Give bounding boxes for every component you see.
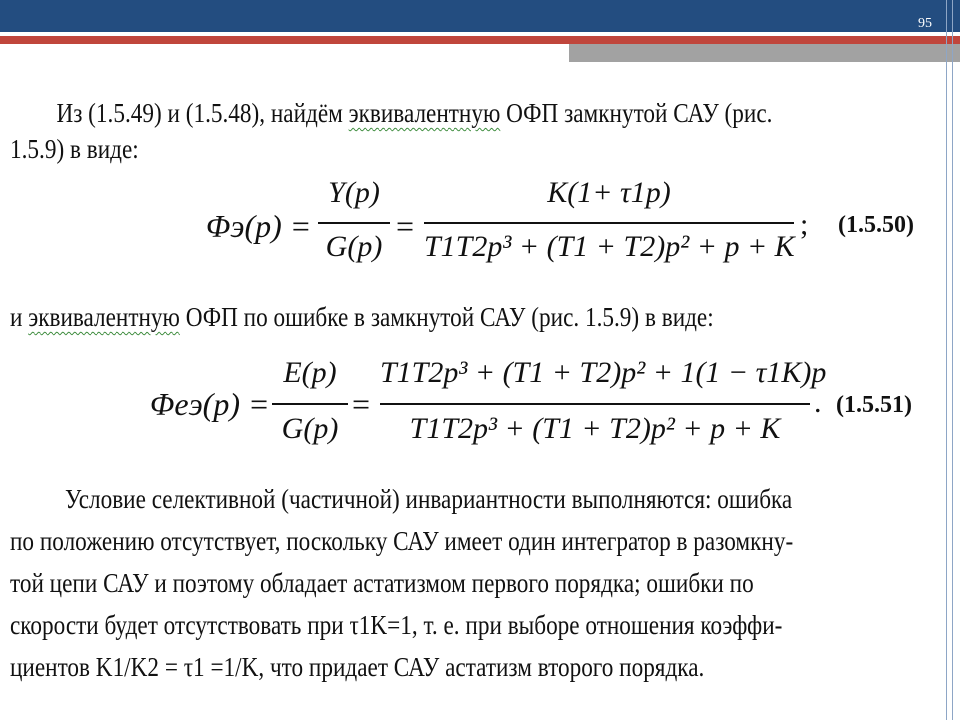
text-run: ОФП по ошибке в замкнутой САУ (рис. 1.5.9) в виде: bbox=[179, 302, 714, 332]
fraction-bar bbox=[318, 222, 390, 224]
eq1-semicolon: ; bbox=[800, 208, 809, 241]
eq2-period: . bbox=[814, 386, 822, 419]
eq1-fraction-1 bbox=[318, 168, 390, 278]
paragraph-1-line-2: 1.5.9) в виде: bbox=[10, 134, 139, 164]
eq2-lhs: Φеэ(p) = bbox=[150, 386, 270, 422]
paragraph-3-line-1: Условие селективной (частичной) инвариантности выполняются: ошибка bbox=[65, 484, 793, 514]
text-run: и bbox=[10, 302, 29, 332]
fraction-bar bbox=[380, 403, 810, 405]
page-number: 95 bbox=[918, 16, 932, 31]
eq1-number: (1.5.50) bbox=[838, 212, 914, 238]
eq1-equals: = bbox=[396, 208, 415, 244]
text-run: Из (1.5.49) и (1.5.48), найдём bbox=[56, 98, 349, 128]
paragraph-3-line-3: той цепи САУ и поэтому обладает астатизмом первого порядка; ошибки по bbox=[10, 568, 754, 598]
paragraph-3-line-4: скорости будет отсутствовать при τ1K=1, т. е. при выборе отношения коэффи- bbox=[10, 610, 783, 640]
spellcheck-word: эквивалентную bbox=[348, 98, 501, 128]
eq2-frac1-denominator: G(p) bbox=[281, 412, 339, 445]
eq2-frac2-denominator: T1T2p³ + (T1 + T2)p² + p + K bbox=[409, 412, 781, 445]
eq1-frac2-numerator: K(1+ τ1p) bbox=[547, 176, 671, 209]
spellcheck-word: эквивалентную bbox=[28, 302, 180, 332]
eq1-fraction-2 bbox=[424, 168, 794, 278]
right-border-line bbox=[946, 0, 947, 720]
eq2-number: (1.5.51) bbox=[836, 392, 912, 418]
paragraph-3-line-5: циентов K1/K2 = τ1 =1/K, что придает САУ астатизм второго порядка. bbox=[10, 652, 705, 682]
eq2-fraction-1 bbox=[272, 346, 348, 462]
paragraph-2 bbox=[10, 296, 814, 338]
paragraph-3-line-2: по положению отсутствует, поскольку САУ имеет один интегратор в разомкну- bbox=[10, 526, 794, 556]
right-border-line bbox=[952, 0, 953, 720]
fraction-bar bbox=[272, 403, 348, 405]
eq1-frac1-numerator: Y(p) bbox=[328, 176, 380, 209]
eq2-equals: = bbox=[352, 386, 371, 422]
eq1-lhs: Φэ(p) = bbox=[206, 208, 312, 244]
eq2-frac2-numerator: T1T2p³ + (T1 + T2)p² + 1(1 − τ1K)p bbox=[380, 356, 827, 389]
eq2-frac1-numerator: E(p) bbox=[283, 356, 337, 389]
text-run: ОФП замкнутой САУ (рис. bbox=[500, 98, 773, 128]
title-bar bbox=[0, 0, 960, 32]
accent-stripe bbox=[0, 36, 960, 44]
grey-accent-bar bbox=[569, 44, 960, 62]
eq2-fraction-2 bbox=[380, 346, 827, 462]
fraction-bar bbox=[424, 222, 794, 224]
eq1-frac2-denominator: T1T2p³ + (T1 + T2)p² + p + K bbox=[424, 230, 795, 263]
eq1-frac1-denominator: G(p) bbox=[325, 230, 383, 263]
